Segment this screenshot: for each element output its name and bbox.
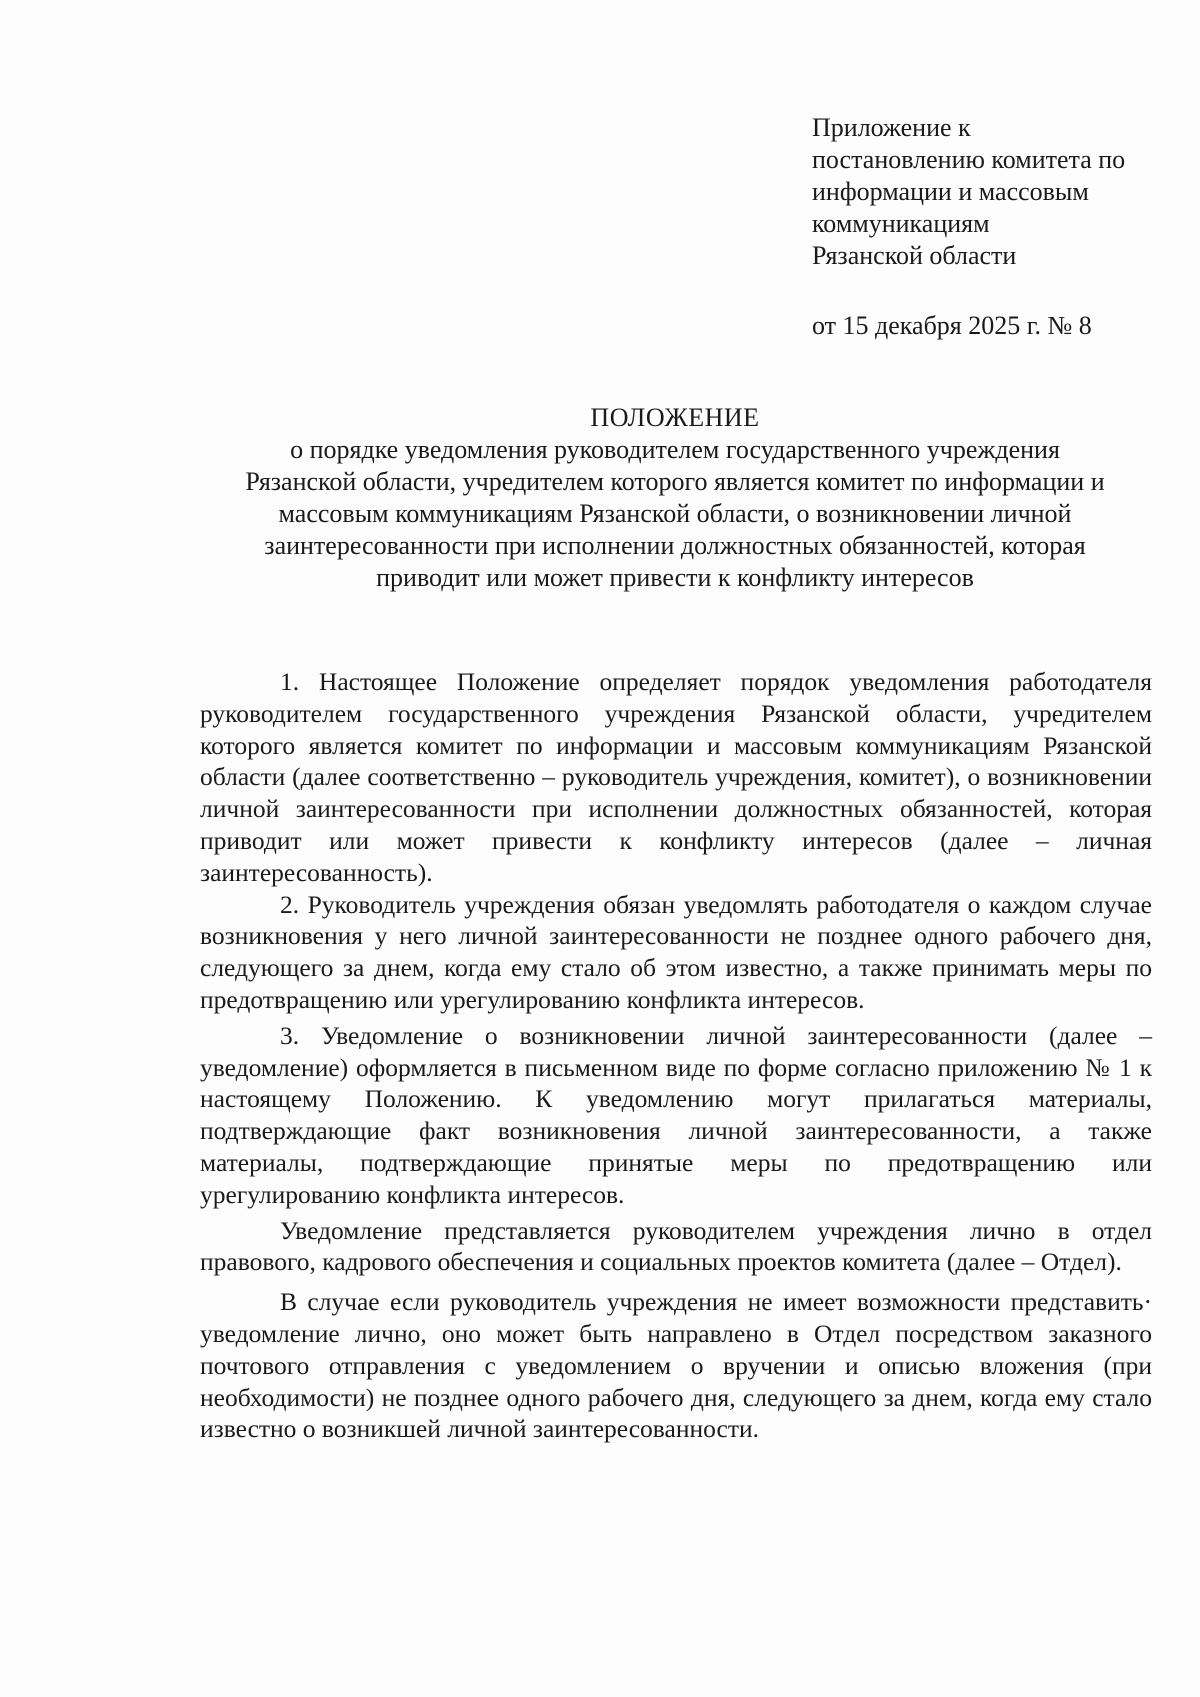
document-title: ПОЛОЖЕНИЕ [590,403,760,432]
appendix-line: Приложение к [812,113,971,142]
appendix-header [812,112,1172,342]
title-subline: Рязанской области, учредителем которого является комитет по информации и [245,467,1105,496]
title-subline: о порядке уведомления руководителем государственного учреждения [290,435,1060,464]
appendix-line: коммуникациям [812,209,990,238]
appendix-line: Рязанской области [812,241,1017,270]
paragraph-5: В случае если руководитель учреждения не имеет возможности представить· уведомление лично, оно может быть направлено в Отдел посредством заказного почтового отправления с уведомлением о вручении и описью вложения (при необходимости) не позднее одного рабочего дня, следующего за днем, когда ему стало известно о возникшей личной заинтересованности. [200,1287,1152,1444]
title-subline: заинтересованности при исполнении должностных обязанностей, которая [264,531,1086,560]
appendix-date: от 15 декабря 2025 г. № 8 [812,311,1092,340]
title-subline: приводит или может привести к конфликту интересов [376,563,974,592]
paragraph-3: 3. Уведомление о возникновении личной заинтересованности (далее – уведомление) оформляется в письменном виде по форме согласно приложению № 1 к настоящему Положению. К уведомлению могут прилагаться материалы, подтверждающие факт возникновения личной заинтересованности, а также материалы, подтверждающие принятые меры по предотвращению или урегулированию конфликта интересов. [200,1020,1152,1209]
appendix-line: информации и массовым [812,177,1089,206]
paragraph-2: 2. Руководитель учреждения обязан уведомлять работодателя о каждом случае возникновения у него личной заинтересованности не позднее одного рабочего дня, следующего за днем, когда ему стало об этом известно, а также принимать меры по предотвращению или урегулированию конфликта интересов. [200,889,1152,1014]
appendix-line: постановлению комитета по [812,145,1126,174]
document-body [200,666,1152,1445]
paragraph-1: 1. Настоящее Положение определяет порядок уведомления работодателя руководителем государственного учреждения Рязанской области, учредителем которого является комитет по информации и массовым коммуникациям Рязанской области (далее соответственно – руководитель учреждения, комитет), о возникновении личной заинтересованности при исполнении должностных обязанностей, которая приводит или может привести к конфликту интересов (далее – личная заинтересованность). [200,667,1152,887]
document-title-block [195,402,1155,594]
paragraph-4: Уведомление представляется руководителем учреждения лично в отдел правового, кадрового обеспечения и социальных проектов комитета (далее – Отдел). [200,1215,1152,1277]
title-subline: массовым коммуникациям Рязанской области, о возникновении личной [278,499,1072,528]
